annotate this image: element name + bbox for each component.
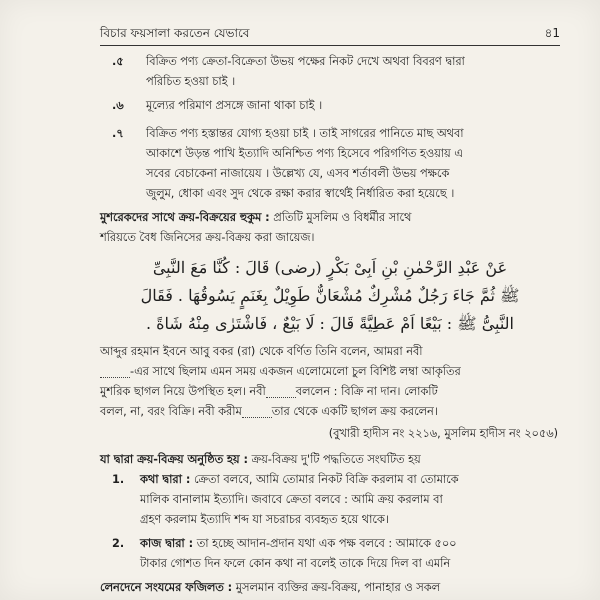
text-span: ক্রেতা বলবে, আমি তোমার নিকট বিক্রি করলাম বা তোমাকে — [193, 473, 459, 486]
condition-item-7 — [100, 124, 560, 204]
method-number: 1. — [112, 473, 125, 486]
text-line: মালিক বানালাম ইত্যাদি। জবাবে ক্রেতা বলবে : আমি ক্রয় করলাম বা — [140, 493, 443, 506]
trade-methods-heading — [100, 450, 562, 470]
text-line — [100, 402, 562, 422]
text-span: ক্রয়-বিক্রয় দু'টি পদ্ধতিতে সংঘটিত হয় — [251, 453, 421, 466]
method-text — [140, 470, 560, 530]
method-number: 2. — [112, 537, 125, 550]
section-heading: মুশরেকদের সাথে ক্রয়-বিক্রয়ের হুকুম : — [100, 211, 270, 224]
moderation-paragraph — [100, 578, 562, 600]
page-header — [100, 22, 560, 44]
text-line — [140, 470, 560, 490]
arabic-line: النَّبِىُّ ﷺ : بَيْعًا اَمْ عَطِيَّةً قَالَ : لَا بَيْعٌ ، فَاشْتَرٰى مِنْهُ شَاةً . — [146, 314, 514, 333]
section-heading: যা দ্বারা ক্রয়-বিক্রয় অনুষ্ঠিত হয় : — [100, 453, 249, 466]
salutation-glyph — [242, 407, 272, 418]
header-divider — [100, 45, 560, 46]
item-number: .৬ — [112, 99, 124, 112]
text-line — [100, 208, 562, 228]
text-line: সবের বেচাকেনা নাজায়েয । উল্লেখ্য যে, এসব শর্তাবলী উভয় পক্ষকে — [146, 167, 450, 180]
condition-item-6 — [100, 96, 560, 116]
salutation-glyph — [100, 367, 130, 378]
arabic-hadith — [100, 254, 560, 338]
text-line: আকাশে উড়ন্ত পাখি ইত্যাদি অনিশ্চিত পণ্য হিসেবে পরিগণিত হওয়ায় এ — [146, 147, 463, 160]
text-span: মুশরিক ছাগল নিয়ে উপস্থিত হল। নবী — [100, 385, 266, 398]
text-line: বিক্রিত পণ্য ক্রেতা-বিক্রেতা উভয় পক্ষের নিকট দেখে অথবা বিবরণ দ্বারা — [146, 55, 465, 68]
text-span: তার থেকে একটি ছাগল ক্রয় করলেন। — [271, 405, 438, 418]
text-line: মূল্যের পরিমাণ প্রসঙ্গে জানা থাকা চাই । — [146, 99, 323, 112]
text-span: তা হচ্ছে আদান-প্রদান যথা এক পক্ষ বলবে : আমাকে ৫০০ — [196, 537, 457, 550]
hadith-translation-text-2 — [100, 362, 562, 382]
text-line: গ্রহণ করলাম ইত্যাদি শব্দ যা সচরাচর ব্যবহৃত হয়ে থাকে। — [140, 513, 389, 526]
hadith-translation-text — [100, 342, 562, 362]
text-line: বিক্রিত পণ্য হস্তান্তর যোগ্য হওয়া চাই । তাই সাগরের পানিতে মাছ অথবা — [146, 127, 464, 140]
item-text — [146, 96, 560, 116]
text-line — [100, 450, 562, 470]
text-line — [100, 362, 562, 382]
text-span: -এর সাথে ছিলাম এমন সময় একজন এলোমেলো চুল বিশিষ্ট লম্বা আকৃতির — [130, 365, 461, 378]
text-line — [140, 534, 560, 554]
text-span: বললেন : বিক্রি না দান। লোকটি — [295, 385, 438, 398]
text-line — [100, 578, 562, 598]
text-line — [100, 382, 562, 402]
item-text — [146, 52, 560, 92]
text-line: শরিয়তে বৈধ জিনিসের ক্রয়-বিক্রয় করা জায়েজ। — [100, 231, 315, 244]
mushrik-trade-rule — [100, 208, 562, 248]
text-span: প্রতিটি মুসলিম ও বিধর্মীর সাথে — [273, 211, 412, 224]
item-number: .৭ — [112, 127, 124, 140]
arabic-line: ﷺ ثُمَّ جَاءَ رَجُلٌ مُشْرِكٌ مُشْعَانٌّ طَوِيْلٌ بِغَنَمٍ يَسُوقُهَا . فَقَالَ — [140, 286, 520, 305]
text-span: বলল, না, বরং বিক্রি। নবী করীম — [100, 405, 242, 418]
text-span: মুসলমান ব্যক্তির ক্রয়-বিক্রয়, পানাহার ও সকল — [235, 581, 441, 594]
method-title: কথা দ্বারা : — [140, 473, 191, 486]
hadith-translation-text-3 — [100, 382, 562, 402]
salutation-glyph — [266, 387, 296, 398]
hadith-reference: (বুখারী হাদীস নং ২২১৬, মুসলিম হাদীস নং ২০৫৬) — [328, 427, 558, 440]
item-number: .৫ — [112, 55, 124, 68]
method-text — [140, 534, 560, 574]
text-line: পরিচিত হওয়া চাই । — [146, 75, 236, 88]
arabic-line: عَنْ عَبْدِ الرَّحْمٰنِ بْنِ اَبِىْ بَكْرٍ (رضى) قَالَ : كُنَّا مَعَ النَّبِىِّ — [152, 258, 508, 277]
text-line: আব্দুর রহমান ইবনে আবু বকর (রা) থেকে বর্ণিত তিনি বলেন, আমরা নবী — [100, 345, 423, 358]
text-line: টাকার গোশত দিন ফলে কোন কথা না বলেই তাকে দিয়ে দিল বা এমনি — [140, 557, 451, 570]
overflow-text — [140, 574, 141, 575]
running-title: বিচার ফয়সালা করতেন যেভাবে — [100, 26, 250, 40]
hadith-translation-text-4 — [100, 402, 562, 422]
text-line: জুলুম, ধোকা এবং সুদ থেকে রক্ষা করার স্বার্থেই নির্ধারিত করা হয়েছে । — [146, 187, 455, 200]
condition-item-5 — [100, 52, 560, 92]
method-title: কাজ দ্বারা : — [140, 537, 194, 550]
page-number: ৪1 — [544, 26, 560, 40]
item-text — [146, 124, 560, 204]
section-heading: লেনদেনে সংযমের ফজিলত : — [100, 581, 233, 594]
